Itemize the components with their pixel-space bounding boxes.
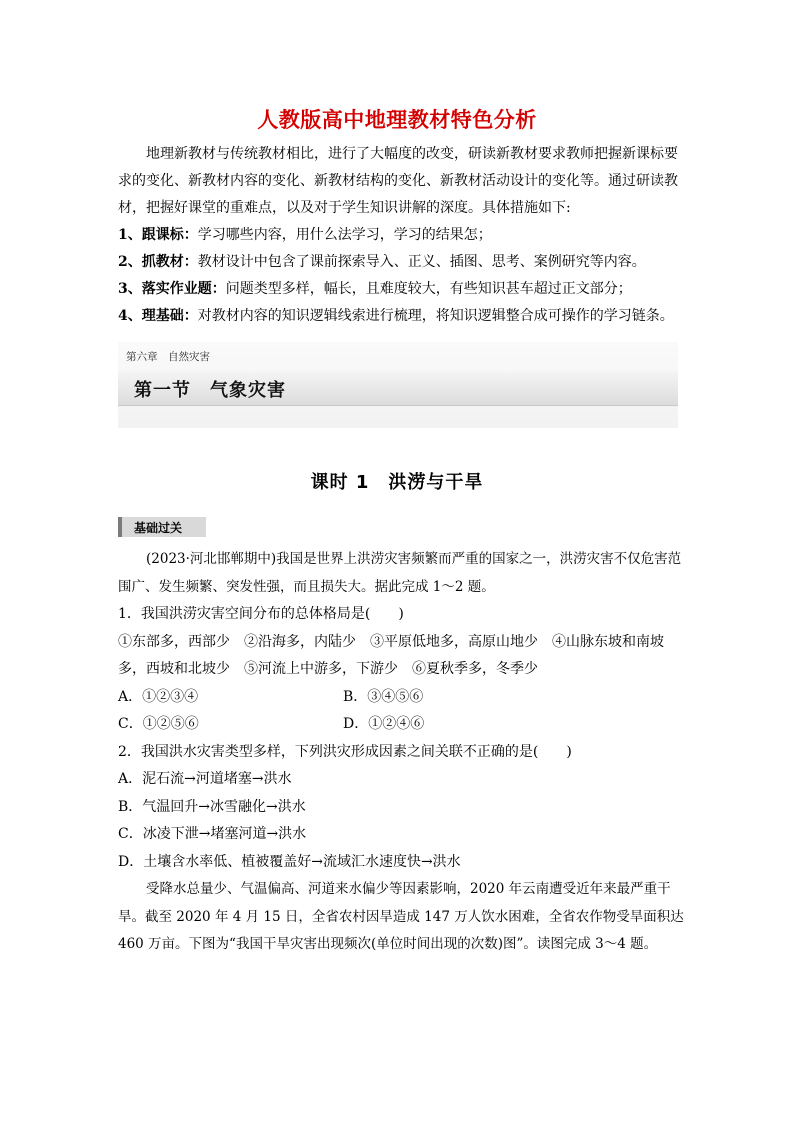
- intro-item-1: 1、跟课标：学习哪些内容，用什么法学习，学习的结果怎；: [118, 227, 492, 243]
- basic-practice-label: 基础过关: [134, 521, 183, 535]
- intro-item-2: 2、抓教材：教材设计中包含了课前探索导入、正义、插图、思考、案例研究等内容。: [118, 254, 646, 270]
- question-2-option-d: D．土壤含水率低、植被覆盖好→流域汇水速度快→洪水: [118, 853, 461, 870]
- intro-item-4: 4、理基础：对教材内容的知识逻辑线索进行梳理，将知识逻辑整合成可操作的学习链条。: [118, 308, 674, 324]
- exercise-content: [118, 546, 684, 959]
- question-2-option-a: A．泥石流→河道堵塞→洪水: [118, 771, 292, 787]
- chapter-label: 第六章 自然灾害: [126, 351, 210, 363]
- lesson-title: 课时 1 洪涝与干旱: [310, 472, 484, 493]
- question-1-stem: 1．我国洪涝灾害空间分布的总体格局是( ): [118, 606, 404, 622]
- chapter-header: [118, 342, 678, 428]
- question-1-option-c: C．①②⑤⑥: [118, 716, 199, 732]
- question-1-options-row-2: [118, 711, 684, 739]
- question-1-options-row-1: [118, 684, 684, 712]
- question-2-stem: 2．我国洪水灾害类型多样，下列洪灾形成因素之间关联不正确的是( ): [118, 743, 572, 760]
- question-2-option-b: B．气温回升→冰雪融化→洪水: [118, 798, 306, 815]
- intro-item-3: 3、落实作业题：问题类型多样，幅长，且难度较大，有些知识甚车超过正文部分；: [118, 281, 632, 297]
- question-1-option-b: B．③④⑤⑥: [343, 688, 424, 705]
- question-1-option-a: A．①②③④: [118, 688, 199, 705]
- intro-section: [118, 141, 684, 330]
- material-2: 受降水总量少、气温偏高、河道来水偏少等因素影响，2020 年云南遭受近年来最严重干旱。截至 2020 年 4 月 15 日，全省农村因旱造成 147 万人饮水困难，全省农作物受旱面积达 460 万亩。下图为“我国干旱灾害出现频次(单位时间出现的次数)图”。读图完成 3～4 题。: [118, 881, 684, 952]
- section-title: 第一节 气象灾害: [134, 380, 286, 401]
- question-1-statements: ①东部多，西部少 ②沿海多，内陆少 ③平原低地多，高原山地少 ④山脉东坡和南坡多，西坡和北坡少 ⑤河流上中游多，下游少 ⑥夏秋季多，冬季少: [118, 633, 664, 677]
- intro-paragraph: 地理新教材与传统教材相比，进行了大幅度的改变，研读新教材要求教师把握新课标要求的变化、新教材内容的变化、新教材结构的变化、新教材活动设计的变化等。通过研读教材，把握好课堂的重难点，以及对于学生知识讲解的深度。具体措施如下:: [118, 146, 678, 216]
- document-title: 人教版高中地理教材特色分析: [257, 108, 537, 132]
- question-1-option-d: D．①②④⑥: [343, 716, 425, 732]
- material-1: (2023·河北邯郸期中)我国是世界上洪涝灾害频繁而严重的国家之一，洪涝灾害不仅危害范围广、发生频繁、突发性强，而且损失大。据此完成 1～2 题。: [118, 551, 682, 595]
- question-2-option-c: C．冰凌下泄→堵塞河道→洪水: [118, 826, 307, 842]
- basic-practice-tag: [118, 517, 206, 537]
- section-bar: [118, 371, 678, 406]
